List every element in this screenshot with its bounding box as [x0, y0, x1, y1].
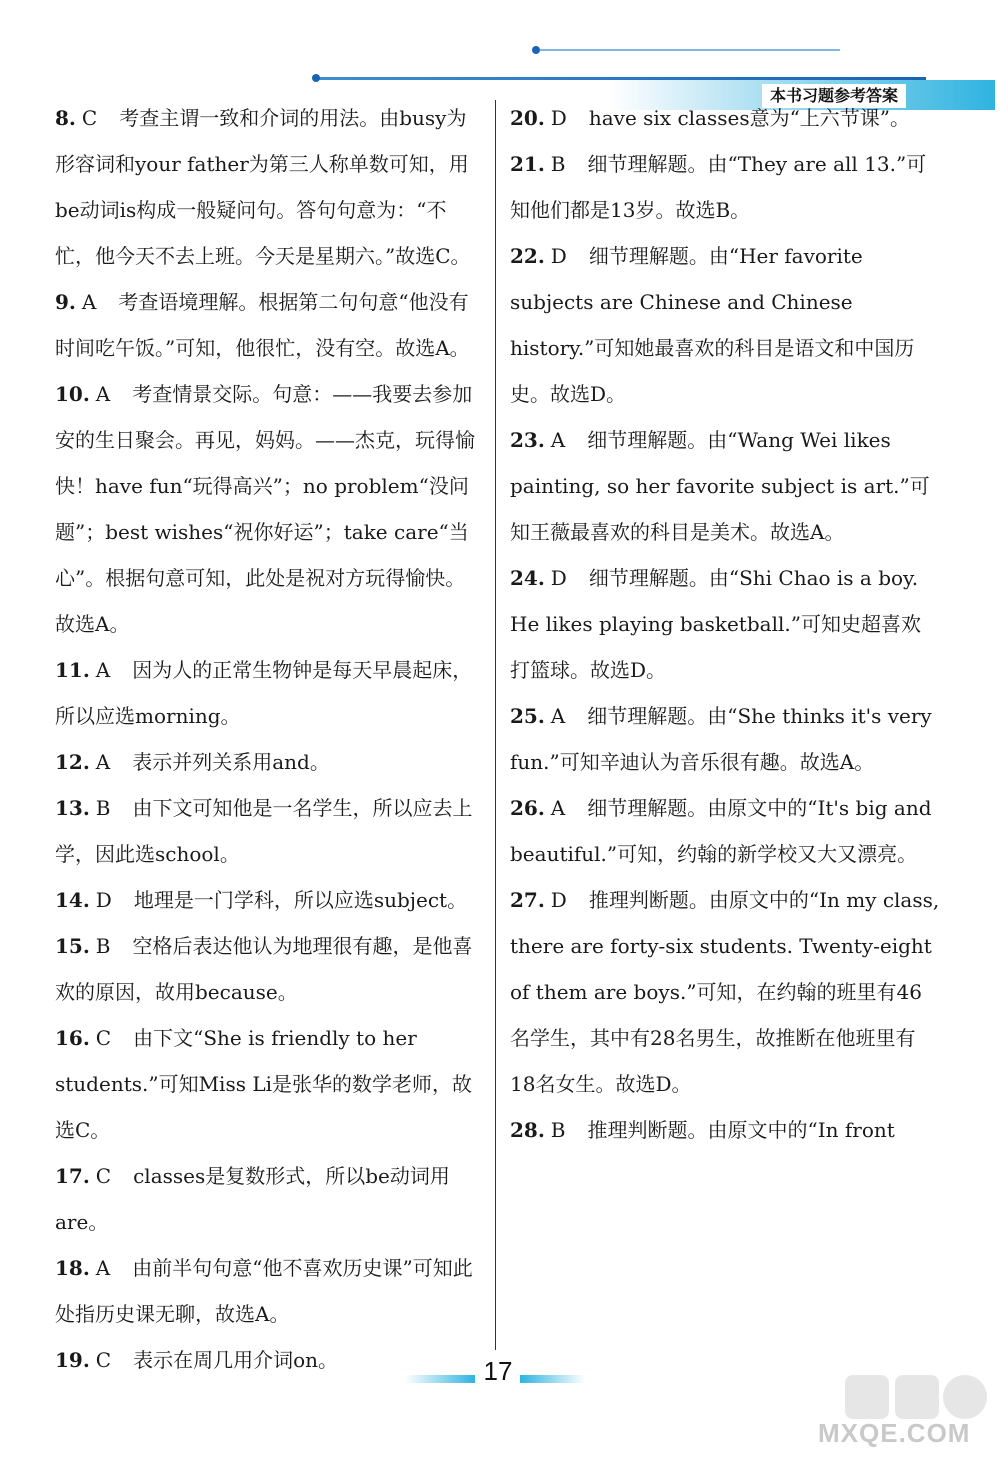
- answer-choice: A: [81, 290, 97, 314]
- answer-explanation: 考查情景交际。句意：——我要去参加安的生日聚会。再见，妈妈。——杰克，玩得愉快！have fun“玩得高兴”；no problem“没问题”；best wishes“祝你好运”；take care“当心”。根据句意可知，此处是祝对方玩得愉快。故选A。: [55, 382, 475, 636]
- answer-choice: D: [550, 888, 567, 912]
- footer-decor-left: [405, 1375, 475, 1383]
- answer-choice: B: [550, 152, 566, 176]
- answer-item: [55, 1245, 485, 1337]
- question-number: 19.: [55, 1348, 90, 1372]
- answer-explanation: 由下文可知他是一名学生，所以应去上学，因此选school。: [55, 796, 473, 866]
- question-number: 9.: [55, 290, 76, 314]
- answer-choice: D: [550, 566, 567, 590]
- question-number: 25.: [510, 704, 545, 728]
- answer-explanation: 细节理解题。由“She thinks it's very fun.”可知辛迪认为音乐很有趣。故选A。: [510, 704, 932, 774]
- answer-item: [55, 877, 485, 923]
- answer-item: [55, 1153, 485, 1245]
- answer-choice: C: [95, 1026, 112, 1050]
- answer-choice: A: [550, 428, 566, 452]
- question-number: 16.: [55, 1026, 90, 1050]
- answer-item: [55, 739, 485, 785]
- answer-choice: A: [95, 382, 111, 406]
- answer-choice: A: [550, 796, 566, 820]
- answer-explanation: 细节理解题。由原文中的“It's big and beautiful.”可知，约翰的新学校又大又漂亮。: [510, 796, 932, 866]
- answer-explanation: classes是复数形式，所以be动词用are。: [55, 1164, 450, 1234]
- answer-explanation: 细节理解题。由“Shi Chao is a boy. He likes playing basketball.”可知史超喜欢打篮球。故选D。: [510, 566, 921, 682]
- question-number: 10.: [55, 382, 90, 406]
- question-number: 17.: [55, 1164, 90, 1188]
- answer-choice: A: [95, 1256, 111, 1280]
- answer-explanation: have six classes意为“上六节课”。: [588, 106, 911, 130]
- answer-item: [55, 279, 485, 371]
- answer-item: [55, 923, 485, 1015]
- question-number: 20.: [510, 106, 545, 130]
- answer-explanation: 表示并列关系用and。: [132, 750, 330, 774]
- question-number: 24.: [510, 566, 545, 590]
- header-decor-line-upper: [540, 49, 840, 51]
- answer-item: [510, 141, 940, 233]
- question-number: 21.: [510, 152, 545, 176]
- question-number: 8.: [55, 106, 76, 130]
- header-decor-dot-left: [532, 46, 540, 54]
- answer-item: [510, 417, 940, 555]
- answer-choice: D: [550, 106, 567, 130]
- answer-item: [55, 647, 485, 739]
- answer-explanation: 表示在周几用介词on。: [133, 1348, 339, 1372]
- question-number: 26.: [510, 796, 545, 820]
- question-number: 14.: [55, 888, 90, 912]
- question-number: 13.: [55, 796, 90, 820]
- answer-choice: D: [550, 244, 567, 268]
- answer-item: [510, 95, 940, 141]
- answer-item: [510, 233, 940, 417]
- answer-choice: B: [95, 796, 111, 820]
- question-number: 12.: [55, 750, 90, 774]
- answer-item: [510, 1107, 940, 1153]
- answer-explanation: 地理是一门学科，所以应选subject。: [133, 888, 468, 912]
- watermark-text: MXQE.COM: [818, 1418, 971, 1448]
- answer-explanation: 推理判断题。由原文中的“In front: [587, 1118, 895, 1142]
- answer-explanation: 细节理解题。由“Wang Wei likes painting, so her favorite subject is art.”可知王薇最喜欢的科目是美术。故选A。: [510, 428, 930, 544]
- answer-choice: D: [95, 888, 112, 912]
- answer-item: [55, 95, 485, 279]
- answer-explanation: 因为人的正常生物钟是每天早晨起床，所以应选morning。: [55, 658, 473, 728]
- answer-choice: C: [95, 1348, 112, 1372]
- answer-explanation: 细节理解题。由“Her favorite subjects are Chinese and Chinese history.”可知她最喜欢的科目是语文和中国历史。故选D。: [510, 244, 915, 406]
- answer-explanation: 考查主谓一致和介词的用法。由busy为形容词和your father为第三人称单数可知，用be动词is构成一般疑问句。答句句意为：“不忙，他今天不去上班。今天是星期六。”故选C。: [55, 106, 471, 268]
- question-number: 22.: [510, 244, 545, 268]
- answer-choice: B: [550, 1118, 566, 1142]
- answer-item: [55, 785, 485, 877]
- answer-column-left: [55, 95, 485, 1383]
- question-number: 23.: [510, 428, 545, 452]
- answer-item: [510, 693, 940, 785]
- question-number: 11.: [55, 658, 90, 682]
- page-number: 17: [483, 1356, 513, 1386]
- answer-column-right: [510, 95, 940, 1153]
- answer-explanation: 考查语境理解。根据第二句句意“他没有时间吃午饭。”可知，他很忙，没有空。故选A。: [55, 290, 470, 360]
- answer-choice: A: [95, 658, 111, 682]
- question-number: 18.: [55, 1256, 90, 1280]
- answer-explanation: 由下文“She is friendly to her students.”可知Miss Li是张华的数学老师，故选C。: [55, 1026, 473, 1142]
- answer-item: [510, 877, 940, 1107]
- answer-choice: B: [95, 934, 111, 958]
- answer-item: [55, 1015, 485, 1153]
- answer-explanation: 细节理解题。由“They are all 13.”可知他们都是13岁。故选B。: [510, 152, 927, 222]
- answer-choice: C: [81, 106, 98, 130]
- header-title: 本书习题参考答案: [762, 84, 906, 108]
- footer-decor-right: [520, 1375, 585, 1383]
- header-decor-dot-right: [312, 74, 320, 82]
- answer-choice: A: [550, 704, 566, 728]
- answer-explanation: 推理判断题。由原文中的“In my class, there are forty-six students. Twenty-eight of them are boys.”可知，在约翰的班里有46名学生，其中有28名男生，故推断在他班里有18名女生。故选D。: [510, 888, 940, 1096]
- question-number: 15.: [55, 934, 90, 958]
- answer-choice: A: [95, 750, 111, 774]
- answer-item: [510, 785, 940, 877]
- answer-choice: C: [95, 1164, 112, 1188]
- question-number: 28.: [510, 1118, 545, 1142]
- answer-explanation: 由前半句句意“他不喜欢历史课”可知此处指历史课无聊，故选A。: [55, 1256, 473, 1326]
- column-divider: [495, 100, 496, 1350]
- answer-item: [510, 555, 940, 693]
- answer-item: [55, 371, 485, 647]
- question-number: 27.: [510, 888, 545, 912]
- answer-explanation: 空格后表达他认为地理很有趣，是他喜欢的原因，故用because。: [55, 934, 473, 1004]
